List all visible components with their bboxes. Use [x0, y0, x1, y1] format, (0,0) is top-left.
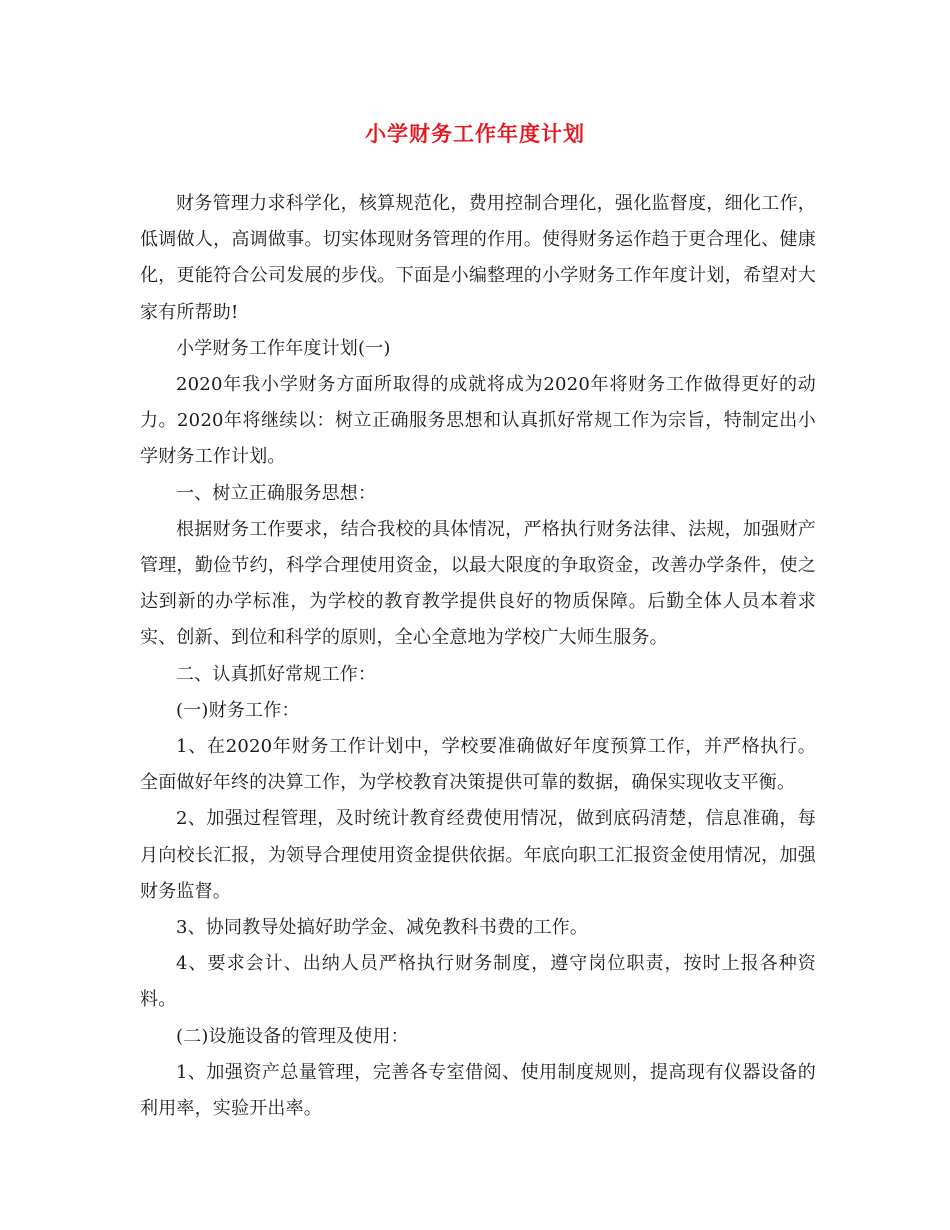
- list-item-process-management: 2、加强过程管理，及时统计教育经费使用情况，做到底码清楚，信息准确，每月向校长汇报，为领导合理使用资金提供依据。年底向职工汇报资金使用情况，加强财务监督。: [140, 808, 816, 902]
- paragraph-intro: 财务管理力求科学化，核算规范化，费用控制合理化，强化监督度，细化工作，低调做人，高调做事。切实体现财务管理的作用。使得财务运作趋于更合理化、健康化，更能符合公司发展的步伐。下面是小编整理的小学财务工作年度计划，希望对大家有所帮助!: [140, 193, 816, 323]
- list-item-grants: 3、协同教导处搞好助学金、减免教科书费的工作。: [176, 917, 589, 939]
- list-item-budget: 1、在2020年财务工作计划中，学校要准确做好年度预算工作，并严格执行。全面做好年终的决算工作，为学校教育决策提供可靠的数据，确保实现收支平衡。: [140, 736, 816, 794]
- list-item-asset-management: 1、加强资产总量管理，完善各专室借阅、使用制度规则，提高现有仪器设备的利用率，实验开出率。: [140, 1061, 816, 1120]
- document-title: 小学财务工作年度计划: [365, 121, 585, 146]
- paragraph-plan-overview: 2020年我小学财务方面所取得的成就将成为2020年将财务工作做得更好的动力。2020年将继续以：树立正确服务思想和认真抓好常规工作为宗旨，特制定出小学财务工作计划。: [140, 374, 816, 468]
- subsection-heading-finance-work: (一)财务工作：: [176, 699, 300, 721]
- section-heading-service-thinking: 一、树立正确服务思想：: [176, 482, 377, 504]
- section-heading-routine-work: 二、认真抓好常规工作：: [176, 663, 377, 685]
- paragraph-service-thinking: 根据财务工作要求，结合我校的具体情况，严格执行财务法律、法规，加强财产管理，勤俭节约，科学合理使用资金，以最大限度的争取资金，改善办学条件，使之达到新的办学标准，为学校的教育教学提供良好的物质保障。后勤全体人员本着求实、创新、到位和科学的原则，全心全意地为学校广大师生服务。: [140, 518, 816, 649]
- list-item-accounting-staff: 4、要求会计、出纳人员严格执行财务制度，遵守岗位职责，按时上报各种资料。: [140, 953, 816, 1011]
- section-heading-plan-one: 小学财务工作年度计划(一): [176, 337, 391, 359]
- subsection-heading-facilities: (二)设施设备的管理及使用：: [176, 1025, 409, 1047]
- document-body: [140, 186, 816, 1127]
